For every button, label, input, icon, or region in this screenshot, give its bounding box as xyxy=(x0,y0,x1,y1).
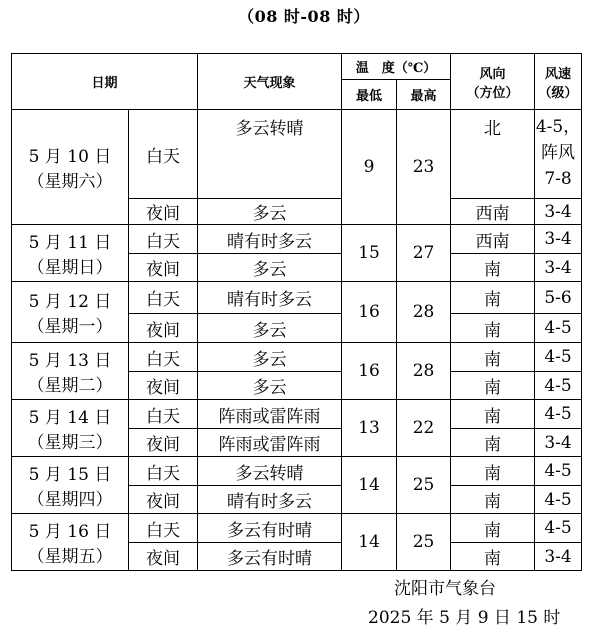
period-day: 白天 xyxy=(129,514,198,543)
temp-min: 13 xyxy=(342,400,397,457)
header-temp-min: 最低 xyxy=(342,80,397,110)
date: 5 月 15 日 xyxy=(28,465,112,485)
wind-dir-night: 西南 xyxy=(451,199,535,225)
table-row xyxy=(12,225,582,254)
temp-max: 25 xyxy=(397,457,451,514)
weather-day: 多云转晴 xyxy=(198,457,342,486)
header-wind-speed-line1: 风速 xyxy=(545,66,572,82)
forecast-table xyxy=(11,53,582,571)
date-cell xyxy=(12,457,129,514)
wind-dir-day: 南 xyxy=(451,514,535,543)
wind-speed-day: 5-6 xyxy=(535,282,582,314)
wind-speed-line: 7-8 xyxy=(544,169,572,189)
wind-speed-night: 3-4 xyxy=(535,199,582,225)
date: 5 月 11 日 xyxy=(28,233,112,253)
issue-time: 2025 年 5 月 9 日 15 时 xyxy=(368,608,561,628)
wind-speed-night: 3-4 xyxy=(535,543,582,571)
date: 5 月 10 日 xyxy=(28,147,112,167)
temp-min: 16 xyxy=(342,343,397,400)
wind-dir-night: 南 xyxy=(451,372,535,400)
table-caption: （08 时-08 时） xyxy=(238,7,370,26)
header-date: 日期 xyxy=(12,54,198,110)
date-cell xyxy=(12,225,129,282)
date: 5 月 16 日 xyxy=(28,522,112,542)
wind-speed-line: 阵风 xyxy=(541,143,576,163)
weekday: （星期六） xyxy=(27,172,113,192)
temp-max: 28 xyxy=(397,343,451,400)
header-wind-speed-line2: （级） xyxy=(538,85,578,101)
table-row xyxy=(12,110,582,199)
period-night: 夜间 xyxy=(129,199,198,225)
temp-max: 28 xyxy=(397,282,451,343)
weather-night: 多云 xyxy=(198,254,342,282)
period-day: 白天 xyxy=(129,110,198,199)
wind-speed-line: 4-5， xyxy=(535,117,581,137)
date: 5 月 12 日 xyxy=(28,292,112,312)
weather-night: 多云 xyxy=(198,199,342,225)
wind-speed-day: 4-5 xyxy=(535,400,582,429)
weekday: （星期日） xyxy=(27,258,113,278)
wind-speed-day: 4-5 xyxy=(535,514,582,543)
weekday: （星期一） xyxy=(27,317,113,337)
temp-max: 22 xyxy=(397,400,451,457)
wind-speed-night: 4-5 xyxy=(535,372,582,400)
date-cell xyxy=(12,514,129,571)
wind-dir-day: 南 xyxy=(451,282,535,314)
header-wind-direction xyxy=(451,54,535,110)
date: 5 月 13 日 xyxy=(28,351,112,371)
wind-dir-day: 西南 xyxy=(451,225,535,254)
header-wind-direction-line2: （方位） xyxy=(466,85,519,101)
date-cell xyxy=(12,400,129,457)
temp-max: 25 xyxy=(397,514,451,571)
wind-dir-night: 南 xyxy=(451,429,535,457)
wind-dir-day: 南 xyxy=(451,457,535,486)
weather-day: 多云转晴 xyxy=(198,110,342,199)
table-row xyxy=(12,457,582,486)
wind-dir-night: 南 xyxy=(451,314,535,343)
date-cell xyxy=(12,110,129,225)
wind-dir-night: 南 xyxy=(451,254,535,282)
weekday: （星期三） xyxy=(27,433,113,453)
weather-day: 晴有时多云 xyxy=(198,282,342,314)
weather-night: 多云 xyxy=(198,314,342,343)
temp-min: 14 xyxy=(342,457,397,514)
weekday: （星期五） xyxy=(27,547,113,567)
wind-dir-day: 北 xyxy=(451,110,535,199)
wind-speed-day: 3-4 xyxy=(535,225,582,254)
period-night: 夜间 xyxy=(129,254,198,282)
header-wind-speed xyxy=(535,54,582,110)
period-day: 白天 xyxy=(129,282,198,314)
wind-dir-day: 南 xyxy=(451,343,535,372)
table-row xyxy=(12,343,582,372)
weather-night: 阵雨或雷阵雨 xyxy=(198,429,342,457)
table-row xyxy=(12,282,582,314)
weather-day: 阵雨或雷阵雨 xyxy=(198,400,342,429)
period-night: 夜间 xyxy=(129,429,198,457)
period-day: 白天 xyxy=(129,343,198,372)
header-temp-max: 最高 xyxy=(397,80,451,110)
table-row xyxy=(12,514,582,543)
weather-night: 多云 xyxy=(198,372,342,400)
weekday: （星期二） xyxy=(27,376,113,396)
wind-speed-night: 3-4 xyxy=(535,254,582,282)
wind-speed-day: 4-5 xyxy=(535,457,582,486)
temp-min: 15 xyxy=(342,225,397,282)
wind-speed-night: 4-5 xyxy=(535,314,582,343)
wind-speed-night: 3-4 xyxy=(535,429,582,457)
date: 5 月 14 日 xyxy=(28,408,112,428)
wind-dir-night: 南 xyxy=(451,543,535,571)
temp-max: 23 xyxy=(397,110,451,225)
weather-night: 多云有时晴 xyxy=(198,543,342,571)
temp-max: 27 xyxy=(397,225,451,282)
period-night: 夜间 xyxy=(129,372,198,400)
period-day: 白天 xyxy=(129,400,198,429)
wind-dir-night: 南 xyxy=(451,486,535,514)
date-cell xyxy=(12,343,129,400)
wind-dir-day: 南 xyxy=(451,400,535,429)
period-night: 夜间 xyxy=(129,486,198,514)
header-weather: 天气现象 xyxy=(198,54,342,110)
period-night: 夜间 xyxy=(129,543,198,571)
temp-min: 16 xyxy=(342,282,397,343)
weather-day: 晴有时多云 xyxy=(198,225,342,254)
date-cell xyxy=(12,282,129,343)
period-day: 白天 xyxy=(129,225,198,254)
header-temperature: 温 度（℃） xyxy=(342,54,451,80)
weather-day: 多云 xyxy=(198,343,342,372)
wind-speed-night: 4-5 xyxy=(535,486,582,514)
weather-day: 多云有时晴 xyxy=(198,514,342,543)
weekday: （星期四） xyxy=(27,490,113,510)
temp-min: 9 xyxy=(342,110,397,225)
weather-night: 晴有时多云 xyxy=(198,486,342,514)
issuer: 沈阳市气象台 xyxy=(394,579,496,599)
period-day: 白天 xyxy=(129,457,198,486)
wind-speed-day: 4-5 xyxy=(535,343,582,372)
wind-speed-day xyxy=(535,110,582,199)
table-row xyxy=(12,400,582,429)
temp-min: 14 xyxy=(342,514,397,571)
header-wind-direction-line1: 风向 xyxy=(479,66,506,82)
period-night: 夜间 xyxy=(129,314,198,343)
